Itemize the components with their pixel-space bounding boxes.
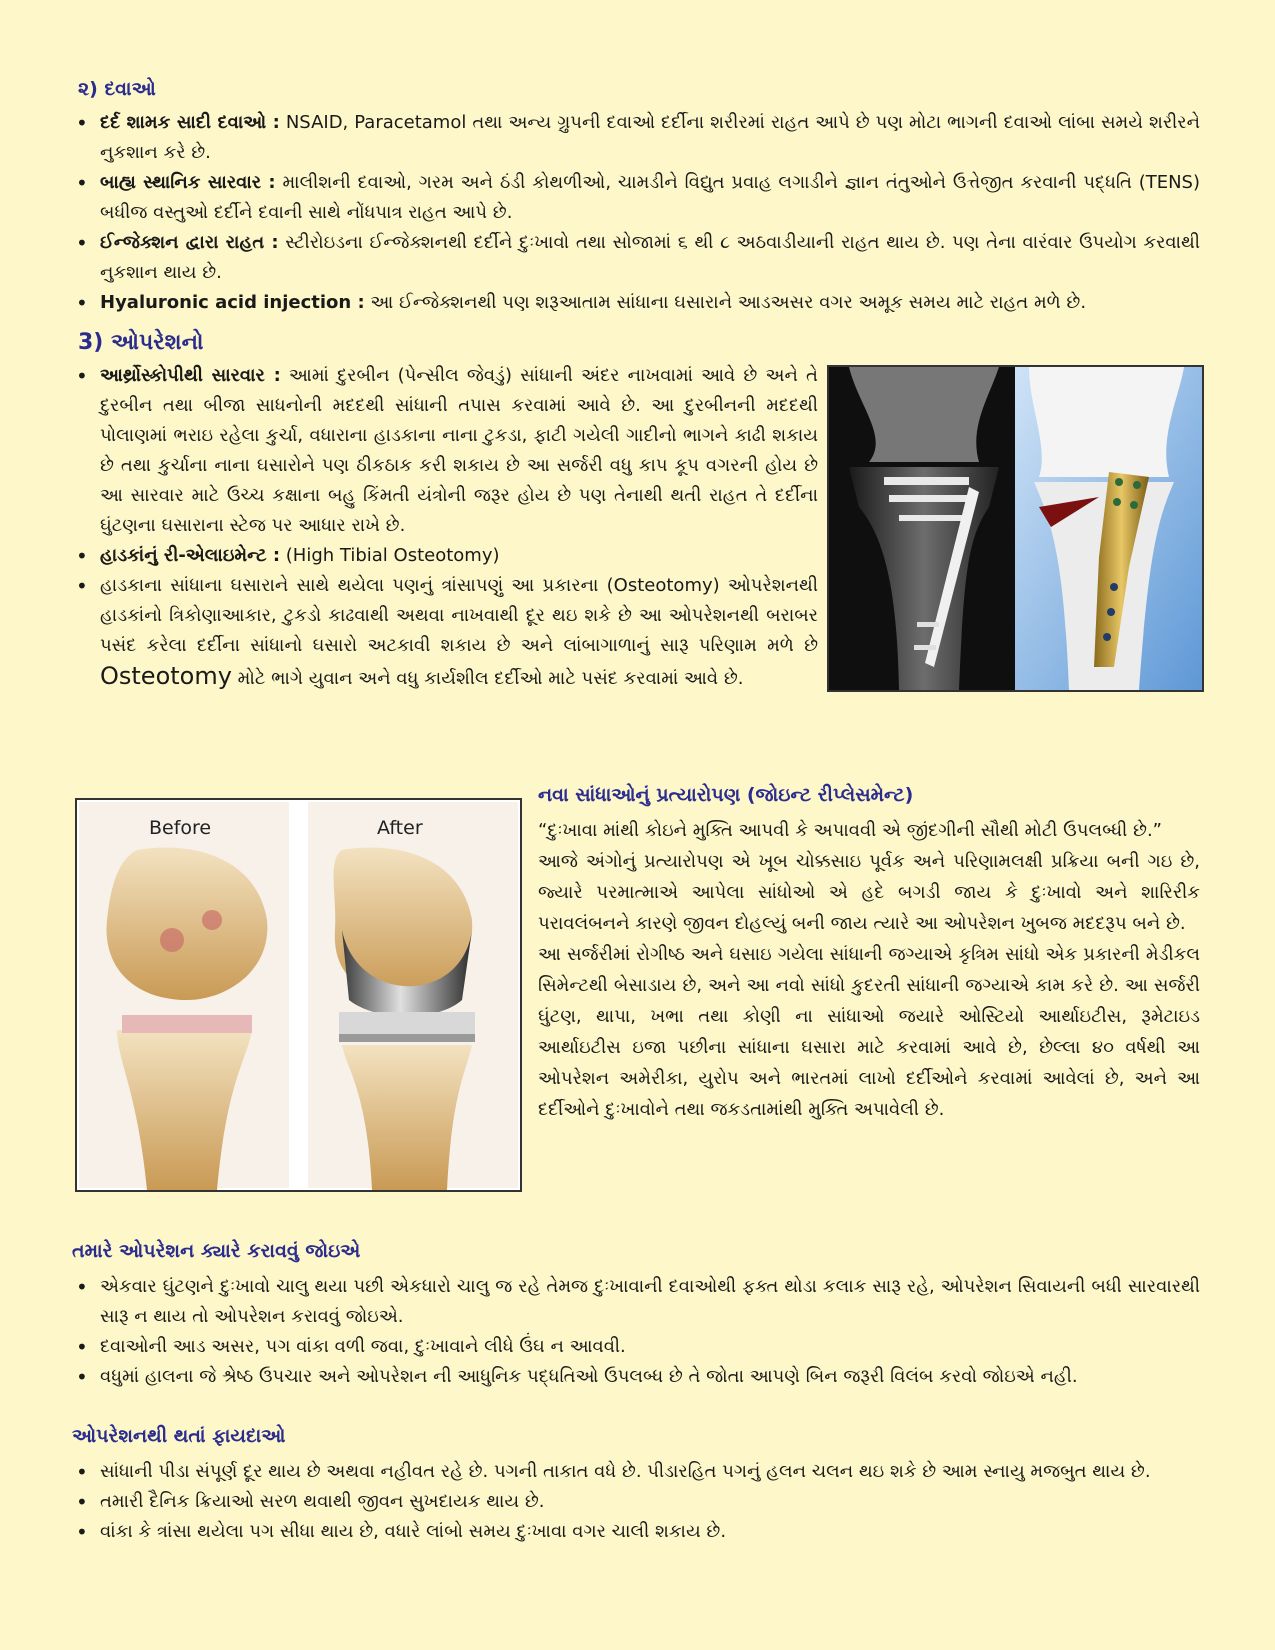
list-item: • દર્દ શામક સાદી દવાઓ : NSAID, Paracetamol તથા અન્ય ગ્રુપની દવાઓ દર્દીના શરીરમાં રાહત આપે છે પણ મોટા ભાગની દવાઓ લાંબા સમયે શરીરને નુકશાન કરે છે.: [70, 108, 1200, 168]
after-label: After: [377, 817, 423, 839]
section-joint-replacement-title: નવા સાંધાઓનું પ્રત્યારોપણ (જોઇન્ટ રીપ્લેસમેન્ટ): [538, 784, 914, 806]
list-item: • ઈન્જેક્શન દ્વારા રાહત : સ્ટીરોઇડના ઈન્જેક્શનથી દર્દીને દુઃખાવો તથા સોજામાં ૬ થી ૮ અઠવાડીયાની રાહત થાય છે. પણ તેના વારંવાર ઉપયોગ કરવાથી નુકશાન થાય છે.: [70, 228, 1200, 288]
section-medicines-title: ૨) દવાઓ: [78, 78, 156, 100]
list-item: • Hyaluronic acid injection : આ ઈન્જેક્શનથી પણ શરૂઆતામ સાંધાના ઘસારાને આડઅસર વગર અમૂક સમય માટે રાહત મળે છે.: [70, 288, 1200, 318]
section-operations-title: 3) ઓપરેશનો: [78, 330, 204, 355]
paragraph: આજે અંગોનું પ્રત્યારોપણ એ ખૂબ ચોક્કસાઇ પૂર્વક અને પરિણામલક્ષી પ્રક્રિયા બની ગઇ છે, જ્યારે પરમાત્માએ આપેલા સાંધોઓ એ હદે બગડી જાય કે દુઃખાવો અને શારિરીક પરાવલંબનને કારણે જીવન દોહલ્યું બની જાય ત્યારે આ ઓપરેશન ખુબજ મદદરૂપ બને છે.: [538, 851, 1200, 934]
osteotomy-xray-image: [827, 365, 1204, 692]
list-item: • વાંકા કે ત્રાંસા થયેલા પગ સીધા થાય છે, વધારે લાંબો સમય દુઃખાવા વગર ચાલી શકાય છે.: [70, 1517, 1200, 1547]
when-operation-list: [70, 1272, 1200, 1392]
list-item: • સાંધાની પીડા સંપૂર્ણ દૂર થાય છે અથવા નહીવત રહે છે. પગની તાકાત વધે છે. પીડારહિત પગનું હલન ચલન થઇ શકે છે આમ સ્નાયુ મજબુત થાય છે.: [70, 1457, 1200, 1487]
osteotomy-illustration: [829, 367, 1202, 690]
section-when-operation-title: તમારે ઓપરેશન ક્યારે કરાવવું જોઇએ: [72, 1240, 361, 1262]
before-label: Before: [149, 817, 212, 839]
list-item: • તમારી દૈનિક ક્રિયાઓ સરળ થવાથી જીવન સુખદાયક થાય છે.: [70, 1487, 1200, 1517]
knee-before-after-illustration: [77, 800, 520, 1190]
joint-replacement-text: [538, 815, 1200, 1125]
list-item: • વધુમાં હાલના જે શ્રેષ્ઠ ઉપચાર અને ઓપરેશન ની આધુનિક પદ્ધતિઓ ઉપલબ્ધ છે તે જોતા આપણે બિન જરૂરી વિલંબ કરવો જોઇએ નહી.: [70, 1362, 1200, 1392]
medicines-list: [70, 108, 1200, 318]
operations-list: [70, 361, 818, 694]
list-item: • હાડકાના સાંધાના ઘસારાને સાથે થયેલા પણનું ત્રાંસાપણું આ પ્રકારના (Osteotomy) ઓપરેશનથી હાડકાંનો ત્રિકોણાઆકાર, ટુકડો કાઢવાથી અથવા નાખવાથી દૂર થઇ શકે છે આ ઓપરેશનથી બરાબર પસંદ કરેલા દર્દીના સાંધાનો ઘસારો અટકાવી શકાય છે અને લાંબાગાળાનું સારૂ પરિણામ મળે છે Osteotomy મોટે ભાગે યુવાન અને વધુ કાર્યશીલ દર્દીઓ માટે પસંદ કરવામાં આવે છે.: [70, 571, 818, 694]
list-item: • આર્થ્રોસ્કોપીથી સારવાર : આમાં દુરબીન (પેન્સીલ જેવડું) સાંધાની અંદર નાખવામાં આવે છે અને તે દુરબીન તથા બીજા સાધનોની મદદથી સાંધાની તપાસ કરવામાં આવે છે. આ દુરબીનની મદદથી પોલાણમાં ભરાઇ રહેલા કુર્ચા, વધારાના હાડકાના નાના ટુકડા, ફાટી ગયેલી ગાદીનો ભાગને કાઢી શકાય છે તથા કુર્ચાના નાના ઘસારોને પણ ઠીકઠાક કરી શકાય છે આ સર્જરી વધુ કાપ કૂપ વગરની હોય છે આ સારવાર માટે ઉચ્ચ કક્ષાના બહુ કિંમતી યંત્રોની જરૂર હોય છે પણ તેનાથી થતી રાહત તે દર્દીના ઘુંટણના ઘસારાના સ્ટેજ પર આધાર રાખે છે.: [70, 361, 818, 541]
paragraph: “દુઃખાવા માંથી કોઇને મુક્તિ આપવી કે અપાવવી એ જીંદગીની સૌથી મોટી ઉપલબ્ધી છે.”: [538, 820, 1162, 841]
list-item: • હાડકાંનું રી-એલાઇમેન્ટ : (High Tibial Osteotomy): [70, 541, 818, 571]
list-item: • દવાઓની આડ અસર, પગ વાંકા વળી જવા, દુઃખાવાને લીધે ઉંઘ ન આવવી.: [70, 1332, 1200, 1362]
benefits-list: [70, 1457, 1200, 1547]
paragraph: આ સર્જરીમાં રોગીષ્ઠ અને ઘસાઇ ગયેલા સાંધાની જગ્યાએ કૃત્રિમ સાંધો એક પ્રકારની મેડીકલ સિમેન્ટથી બેસાડાય છે, અને આ નવો સાંધો કુદરતી સાંધાની જગ્યાએ કામ કરે છે. આ સર્જરી ઘુંટણ, થાપા, ખભા તથા કોણી ના સાંધાઓ જયારે ઓસ્ટિયો આર્થાઇટીસ, રૂમેટાઇડ આર્થાઇટીસ ઇજા પછીના સાંધાના ઘસારા માટે કરવામાં આવે છે, છેલ્લા ૪૦ વર્ષથી આ ઓપરેશન અમેરીકા, યુરોપ અને ભારતમાં લાખો દર્દીઓને કરવામાં આવેલાં છે, અને આ દર્દીઓને દુઃખાવોને તથા જકડતામાંથી મુક્તિ અપાવેલી છે.: [538, 944, 1200, 1120]
knee-replacement-image: [75, 798, 522, 1192]
list-item: • બાહ્ય સ્થાનિક સારવાર : માલીશની દવાઓ, ગરમ અને ઠંડી કોથળીઓ, ચામડીને વિદ્યુત પ્રવાહ લગાડીને જ્ઞાન તંતુઓને ઉત્તેજીત કરવાની પદ્ધતિ (TENS) બધીજ વસ્તુઓ દર્દીને દવાની સાથે નોંધપાત્ર રાહત આપે છે.: [70, 168, 1200, 228]
section-benefits-title: ઓપરેશનથી થતાં ફાયદાઓ: [72, 1425, 286, 1447]
list-item: • એકવાર ઘુંટણને દુઃખાવો ચાલુ થયા પછી એકધારો ચાલુ જ રહે તેમજ દુઃખાવાની દવાઓથી ફક્ત થોડા કલાક સારૂ રહે, ઓપરેશન સિવાયની બધી સારવારથી સારૂ ન થાય તો ઓપરેશન કરાવવું જોઇએ.: [70, 1272, 1200, 1332]
